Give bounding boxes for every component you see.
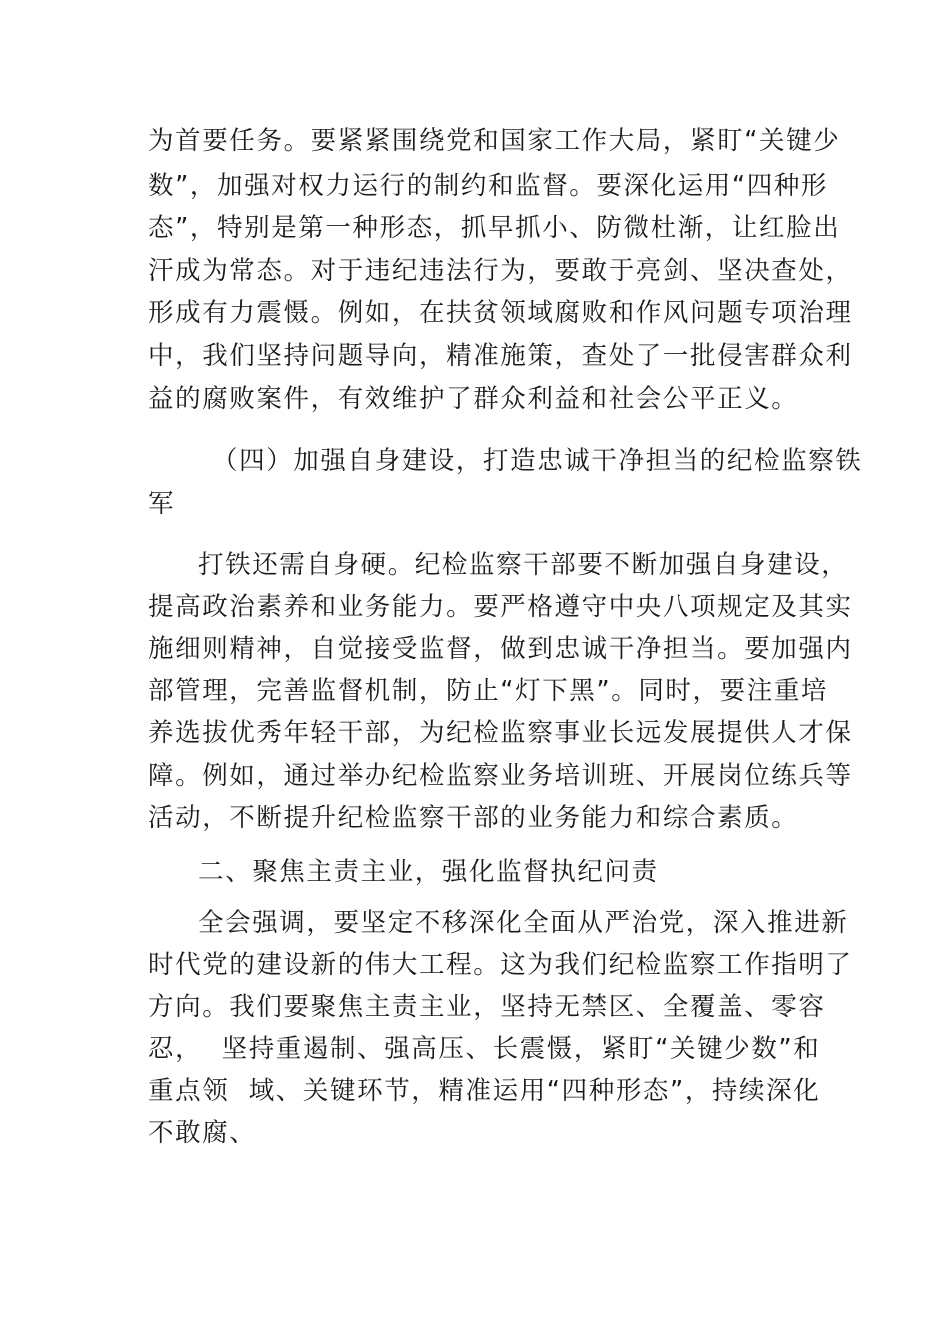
- paragraph-line: 不敢腐、: [148, 1118, 257, 1148]
- paragraph-line: 数”，加强对权力运行的制约和监督。要深化运用“四种形: [148, 171, 829, 201]
- section-heading: （四）加强自身建设，打造忠诚干净担当的纪检监察铁: [212, 446, 863, 476]
- paragraph-line: 时代党的建设新的伟大工程。这为我们纪检监察工作指明了: [148, 950, 853, 980]
- paragraph-line: 态”，特别是第一种形态，抓早抓小、防微杜渐，让红脸出: [148, 213, 841, 243]
- paragraph-line: 部管理，完善监督机制，防止“灯下黑”。同时，要注重培: [148, 676, 829, 706]
- paragraph-line: 提高政治素养和业务能力。要严格遵守中央八项规定及其实: [148, 592, 853, 622]
- paragraph-line: 重点领 域、关键环节，精准运用“四种形态”，持续深化: [148, 1076, 821, 1106]
- paragraph-line: 益的腐败案件，有效维护了群众利益和社会公平正义。: [148, 384, 799, 414]
- section-heading-continued: 军: [148, 489, 176, 519]
- paragraph-line: 为首要任务。要紧紧围绕党和国家工作大局，紧盯“关键少: [148, 126, 841, 156]
- paragraph-line: 打铁还需自身硬。纪检监察干部要不断加强自身建设，: [198, 550, 849, 580]
- paragraph-line: 养选拔优秀年轻干部，为纪检监察事业长远发展提供人才保: [148, 718, 853, 748]
- paragraph-line: 汗成为常态。对于违纪违法行为，要敢于亮剑、坚决查处，: [148, 256, 853, 286]
- paragraph-line: 形成有力震慑。例如，在扶贫领域腐败和作风问题专项治理: [148, 298, 853, 328]
- paragraph-line: 施细则精神，自觉接受监督，做到忠诚干净担当。要加强内: [148, 634, 853, 664]
- paragraph-line: 忍， 坚持重遏制、强高压、长震慑，紧盯“关键少数”和: [148, 1034, 821, 1064]
- paragraph-line: 全会强调，要坚定不移深化全面从严治党，深入推进新: [198, 908, 849, 938]
- paragraph-line: 活动，不断提升纪检监察干部的业务能力和综合素质。: [148, 803, 799, 833]
- paragraph-line: 障。例如，通过举办纪检监察业务培训班、开展岗位练兵等: [148, 761, 853, 791]
- paragraph-line: 方向。我们要聚焦主责主业，坚持无禁区、全覆盖、零容: [148, 992, 826, 1022]
- chapter-heading: 二、聚焦主责主业，强化监督执纪问责: [198, 857, 659, 887]
- paragraph-line: 中，我们坚持问题导向，精准施策，查处了一批侵害群众利: [148, 341, 853, 371]
